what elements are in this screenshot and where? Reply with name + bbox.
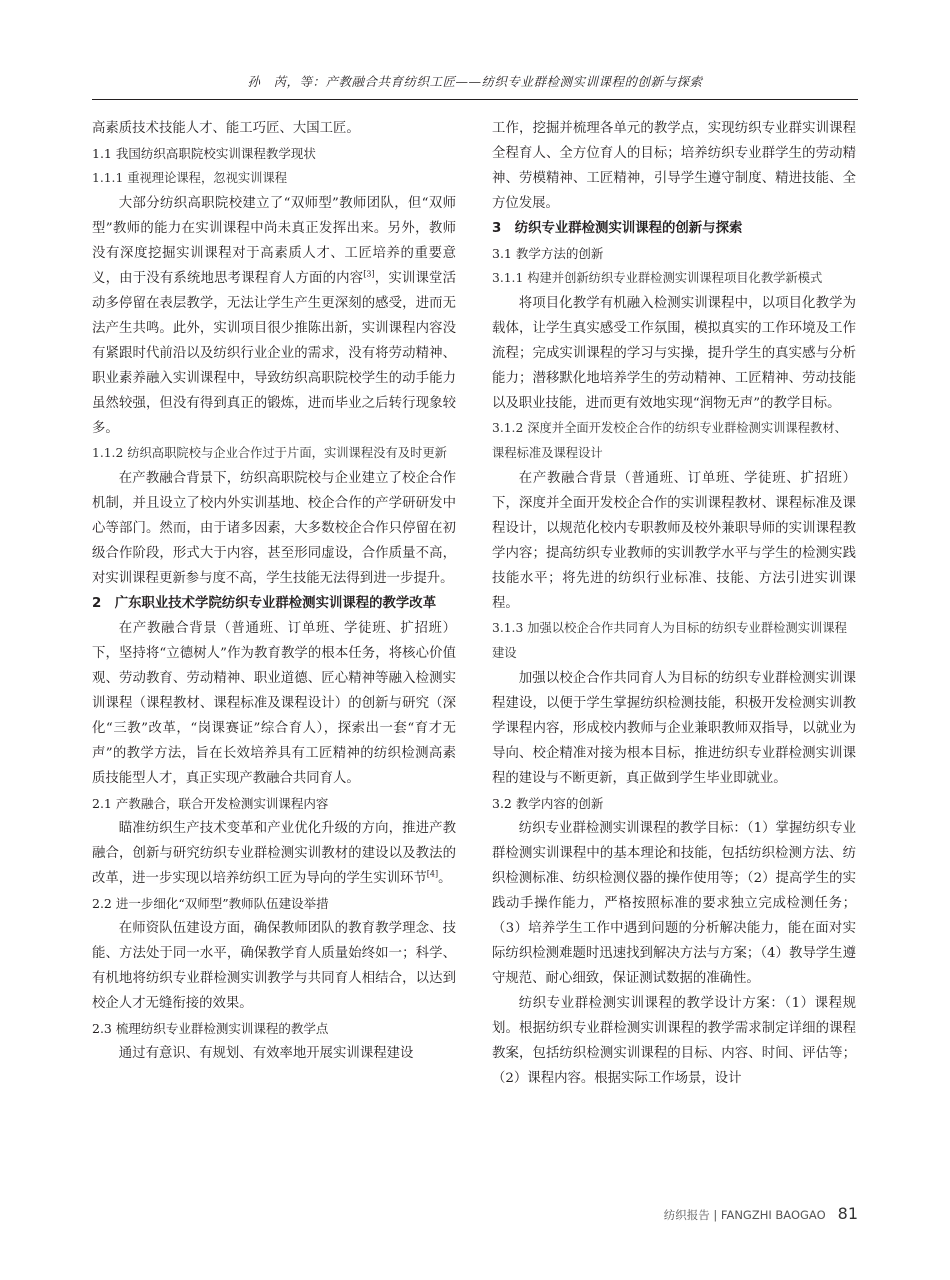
paragraph: 工作，挖掘并梳理各单元的教学点，实现纺织专业群实训课程全程育人、全方位育人的目标；培养纺织专业群学生的劳动精神、劳模精神、工匠精神，引导学生遵守制度、精进技能、全方位发展。 — [492, 121, 856, 211]
running-header: 孙 芮，等：产教融合共育纺织工匠——纺织专业群检测实训课程的创新与探索 — [247, 74, 703, 89]
section-heading-1-1-1: 1.1.1 重视理论课程，忽视实训课程 — [92, 171, 288, 185]
paragraph: 高素质技术技能人才、能工巧匠、大国工匠。 — [92, 121, 360, 136]
section-heading-3-1-1: 3.1.1 构建并创新纺织专业群检测实训课程项目化教学新模式 — [492, 271, 823, 285]
paragraph: 在产教融合背景下，纺织高职院校与企业建立了校企合作机制，并且设立了校内外实训基地、校企合作的产学研研发中心等部门。然而，由于诸多因素，大多数校企合作只停留在初级合作阶段，形式大于内容，甚至形同虚设，合作质量不高，对实训课程更新参与度不高，学生技能无法得到进一步提升。 — [92, 471, 456, 586]
page-number: 81 — [837, 1204, 858, 1223]
section-heading-2-2: 2.2 进一步细化“双师型”教师队伍建设举措 — [92, 896, 329, 911]
paragraph-text: 瞄准纺织生产技术变革和产业优化升级的方向，推进产教融合，创新与研究纺织专业群检测实训教材的建设以及教法的改革，进一步实现以培养纺织工匠为导向的学生实训环节 — [92, 821, 456, 886]
paragraph: 在师资队伍建设方面，确保教师团队的教育教学理念、技能、方法处于同一水平，确保教学育人质量始终如一；科学、有机地将纺织专业群检测实训教学与共同育人相结合，以达到校企人才无缝衔接的效果。 — [92, 921, 456, 1011]
paragraph — [92, 191, 456, 441]
paragraph: 纺织专业群检测实训课程的教学设计方案：（1）课程规划。根据纺织专业群检测实训课程的教学需求制定详细的课程教案，包括纺织检测实训课程的目标、内容、时间、评估等；（2）课程内容。根据实际工作场景，设计 — [492, 996, 856, 1086]
paragraph-text: ，实训课堂活动多停留在表层教学，无法让学生产生更深刻的感受，进而无法产生共鸣。此外，实训项目很少推陈出新，实训课程内容没有紧跟时代前沿以及纺织行业企业的需求，没有将劳动精神、职业素养融入实训课程中，导致纺织高职院校学生的动手能力虽然较强，但没有得到真正的锻炼，进而毕业之后转行现象较多。 — [92, 271, 457, 436]
section-heading-3-1: 3.1 教学方法的创新 — [492, 246, 604, 261]
section-heading-3: 3 纺织专业群检测实训课程的创新与探索 — [492, 221, 743, 236]
paragraph-text: 。 — [438, 871, 452, 886]
paragraph: 通过有意识、有规划、有效率地开展实训课程建设 — [118, 1046, 414, 1061]
journal-name: 纺织报告 | FANGZHI BAOGAO — [663, 1208, 826, 1222]
citation-ref: [3] — [363, 269, 375, 279]
citation-ref: [4] — [426, 869, 439, 879]
section-heading-1-1: 1.1 我国纺织高职院校实训课程教学现状 — [92, 146, 316, 161]
section-heading-2-3: 2.3 梳理纺织专业群检测实训课程的教学点 — [92, 1021, 329, 1036]
section-heading-3-1-3: 3.1.3 加强以校企合作共同育人为目标的纺织专业群检测实训课程建设 — [492, 621, 847, 660]
section-heading-3-1-2: 3.1.2 深度并全面开发校企合作的纺织专业群检测实训课程教材、课程标准及课程设计 — [492, 421, 847, 460]
paragraph-text: 大部分纺织高职院校建立了“双师型”教师团队，但“双师型”教师的能力在实训课程中尚未真正发挥出来。另外，教师没有深度挖掘实训课程对于高素质人才、工匠培养的重要意义，由于没有系统地思考课程育人方面的内容 — [92, 196, 456, 286]
page-footer — [664, 1204, 858, 1223]
section-heading-3-2: 3.2 教学内容的创新 — [492, 796, 604, 811]
paragraph: 将项目化教学有机融入检测实训课程中，以项目化教学为载体，让学生真实感受工作氛围，模拟真实的工作环境及工作流程；完成实训课程的学习与实操，提升学生的真实感与分析能力；潜移默化地培养学生的劳动精神、工匠精神、劳动技能以及职业技能，进而更有效地实现“润物无声”的教学目标。 — [492, 296, 856, 411]
paragraph: 在产教融合背景（普通班、订单班、学徒班、扩招班）下，深度并全面开发校企合作的实训课程教材、课程标准及课程设计，以规范化校内专职教师及校外兼职导师的实训课程教学内容；提高纺织专业教师的实训教学水平与学生的检测实践技能水平；将先进的纺织行业标准、技能、方法引进实训课程。 — [492, 471, 856, 611]
right-column — [492, 116, 856, 1091]
paragraph — [92, 816, 456, 891]
header-rule — [92, 99, 858, 100]
left-column — [92, 116, 456, 1066]
paragraph: 在产教融合背景（普通班、订单班、学徒班、扩招班）下，坚持将“立德树人”作为教育教学的根本任务，将核心价值观、劳动教育、劳动精神、职业道德、匠心精神等融入检测实训课程（课程教材、课程标准及课程设计）的创新与研究（深化“三教”改革，“岗课赛证”综合育人），探索出一套“育才无声”的教学方法，旨在长效培养具有工匠精神的纺织检测高素质技能型人才，真正实现产教融合共同育人。 — [92, 621, 456, 786]
section-heading-2: 2 广东职业技术学院纺织专业群检测实训课程的教学改革 — [92, 596, 437, 611]
section-heading-1-1-2: 1.1.2 纺织高职院校与企业合作过于片面，实训课程没有及时更新 — [92, 446, 447, 460]
section-heading-2-1: 2.1 产教融合，联合开发检测实训课程内容 — [92, 796, 329, 811]
paragraph: 纺织专业群检测实训课程的教学目标：（1）掌握纺织专业群检测实训课程中的基本理论和技能，包括纺织检测方法、纺织检测标准、纺织检测仪器的操作使用等；（2）提高学生的实践动手操作能力，严格按照标准的要求独立完成检测任务；（3）培养学生工作中遇到问题的分析解决能力，能在面对实际纺织检测难题时迅速找到解决方法与方案；（4）教导学生遵守规范、耐心细致，保证测试数据的准确性。 — [492, 821, 856, 986]
paragraph: 加强以校企合作共同育人为目标的纺织专业群检测实训课程建设，以便于学生掌握纺织检测技能，积极开发检测实训教学课程内容，形成校内教师与企业兼职教师双指导，以就业为导向、校企精准对接为根本目标，推进纺织专业群检测实训课程的建设与不断更新，真正做到学生毕业即就业。 — [492, 671, 856, 786]
